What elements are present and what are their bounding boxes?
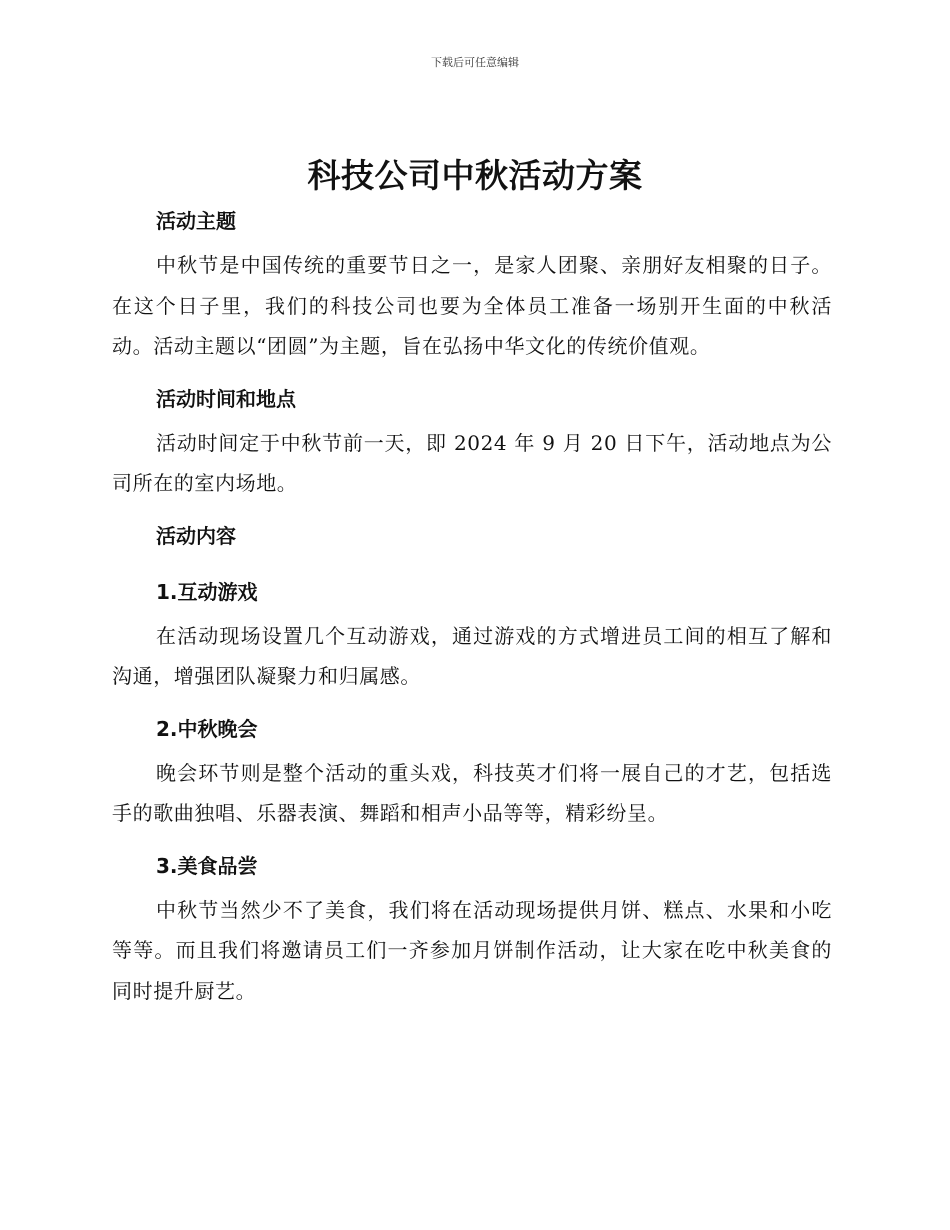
- document-body: [112, 197, 832, 1011]
- spacer: [112, 504, 832, 512]
- section-paragraph-games: 在活动现场设置几个互动游戏，通过游戏的方式增进员工间的相互了解和沟通，增强团队凝聚力和归属感。: [112, 623, 832, 688]
- section-heading-theme: 活动主题: [156, 209, 236, 233]
- section-heading-time-place: 活动时间和地点: [156, 386, 296, 411]
- section-heading-content: 活动内容: [156, 523, 236, 548]
- section-paragraph-gala: 晚会环节则是整个活动的重头戏，科技英才们将一展自己的才艺，包括选手的歌曲独唱、乐器表演、舞蹈和相声小品等等，精彩纷呈。: [112, 760, 832, 825]
- spacer: [112, 834, 832, 842]
- spacer: [112, 367, 832, 375]
- document-title: 科技公司中秋活动方案: [307, 156, 643, 195]
- section-paragraph-food: 中秋节当然少不了美食，我们将在活动现场提供月饼、糕点、水果和小吃等等。而且我们将邀请员工们一齐参加月饼制作活动，让大家在吃中秋美食的同时提升厨艺。: [112, 897, 832, 1003]
- section-heading-food: 3.美食品尝: [156, 853, 258, 878]
- section-paragraph-theme: 中秋节是中国传统的重要节日之一，是家人团聚、亲朋好友相聚的日子。在这个日子里，我们的科技公司也要为全体员工准备一场别开生面的中秋活动。活动主题以“团圆”为主题，旨在弘扬中华文化的传统价值观。: [112, 253, 832, 358]
- header-note: 下载后可任意编辑: [431, 56, 519, 69]
- section-heading-games: 1.互动游戏: [156, 579, 258, 604]
- spacer: [112, 697, 832, 705]
- section-paragraph-time-place: 活动时间定于中秋节前一天，即 2024 年 9 月 20 日下午，活动地点为公司所在的室内场地。: [112, 430, 832, 495]
- spacer: [112, 560, 832, 568]
- section-heading-gala: 2.中秋晚会: [156, 716, 258, 741]
